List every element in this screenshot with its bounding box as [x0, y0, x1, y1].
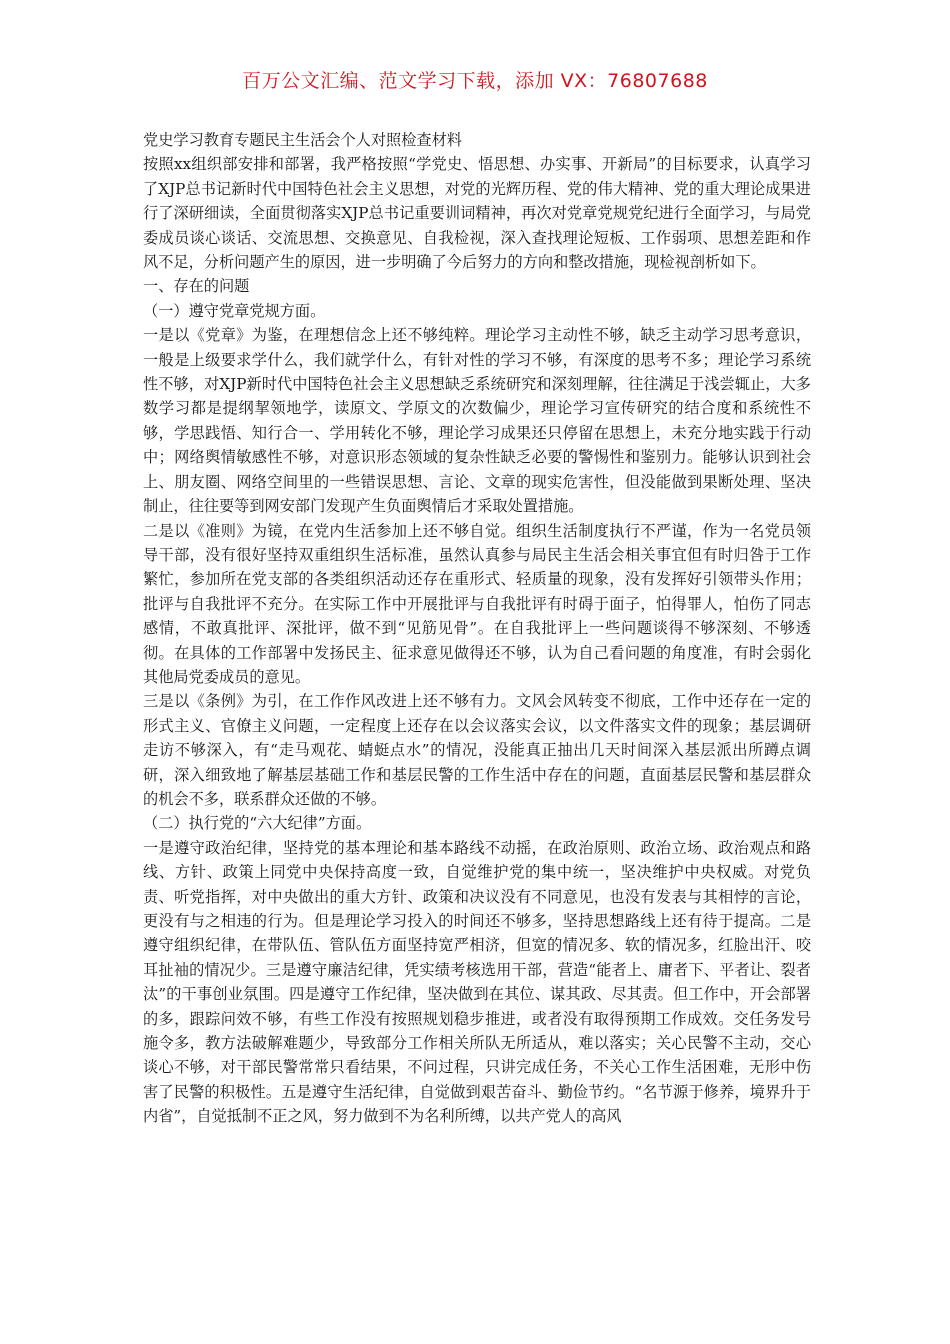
document-title: 党史学习教育专题民主生活会个人对照检查材料: [143, 131, 462, 149]
paragraph-item-1: 一是以《党章》为鉴，在理想信念上还不够纯粹。理论学习主动性不够，缺乏主动学习思考意识，一般是上级要求学什么，我们就学什么，有针对性的学习不够，有深度的思考不多；理论学习系统性不够，对XJP新时代中国特色社会主义思想缺乏系统研究和深刻理解，往往满足于浅尝辄止，大多数学习都是提纲挈领地学，读原文、学原文的次数偏少，理论学习宣传研究的结合度和系统性不够，学思践悟、知行合一、学用转化不够，理论学习成果还只停留在思想上，未充分地实践于行动中；网络舆情敏感性不够，对意识形态领域的复杂性缺乏必要的警惕性和鉴别力。能够认识到社会上、朋友圈、网络空间里的一些错误思想、言论、文章的现实危害性，但没能做到果断处理、坚决制止，往往要等到网安部门发现产生负面舆情后才采取处置措施。: [143, 326, 811, 516]
subsection-heading-party-constitution: （一）遵守党章党规方面。: [143, 301, 326, 320]
section-heading-problems: 一、存在的问题: [143, 277, 250, 296]
paragraph-intro: 按照xx组织部安排和部署，我严格按照“学党史、悟思想、办实事、开新局”的目标要求，认真学习了XJP总书记新时代中国特色社会主义思想，对党的光辉历程、党的伟大精神、党的重大理论成果进行了深研细读，全面贯彻落实XJP总书记重要训词精神，再次对党章党规党纪进行全面学习，与局党委成员谈心谈话、交流思想、交换意见、自我检视，深入查找理论短板、工作弱项、思想差距和作风不足，分析问题产生的原因，进一步明确了今后努力的方向和整改措施，现检视剖析如下。: [143, 155, 811, 272]
document-body: [143, 128, 811, 1129]
promo-banner: 百万公文汇编、范文学习下载，添加 VX：76807688: [242, 70, 708, 92]
paragraph-item-3: 三是以《条例》为引，在工作作风改进上还不够有力。文风会风转变不彻底，工作中还存在一定的形式主义、官僚主义问题，一定程度上还存在以会议落实会议，以文件落实文件的现象；基层调研走访不够深入，有“走马观花、蜻蜓点水”的情况，没能真正抽出几天时间深入基层派出所蹲点调研，深入细致地了解基层基础工作和基层民警的工作生活中存在的问题，直面基层民警和基层群众的机会不多，联系群众还做的不够。: [143, 692, 811, 808]
subsection-heading-six-disciplines: （二）执行党的“六大纪律”方面。: [143, 814, 372, 833]
paragraph-item-2: 二是以《准则》为镜，在党内生活参加上还不够自觉。组织生活制度执行不严谨，作为一名党员领导干部，没有很好坚持双重组织生活标准，虽然认真参与局民主生活会相关事宜但有时归咎于工作繁忙，参加所在党支部的各类组织活动还存在重形式、轻质量的现象，没有发挥好引领带头作用；批评与自我批评不充分。在实际工作中开展批评与自我批评有时碍于面子，怕得罪人，怕伤了同志感情，不敢真批评、深批评，做不到“见筋见骨”。在自我批评上一些问题谈得不够深刻、不够透彻。在具体的工作部署中发扬民主、征求意见做得还不够，认为自己看问题的角度准，有时会弱化其他局党委成员的意见。: [143, 521, 811, 686]
paragraph-disciplines: 一是遵守政治纪律，坚持党的基本理论和基本路线不动摇，在政治原则、政治立场、政治观点和路线、方针、政策上同党中央保持高度一致，自觉维护党的集中统一，坚决维护中央权威。对党负责、听党指挥，对中央做出的重大方针、政策和决议没有不同意见，也没有发表与其相悖的言论，更没有与之相违的行为。但是理论学习投入的时间还不够多，坚持思想路线上还有待于提高。二是遵守组织纪律，在带队伍、管队伍方面坚持宽严相济，但宽的情况多、软的情况多，红脸出汗、咬耳扯袖的情况少。三是遵守廉洁纪律，凭实绩考核选用干部，营造“能者上、庸者下、平者让、裂者汰”的干事创业氛围。四是遵守工作纪律，坚决做到在其位、谋其政、尽其责。但工作中，开会部署的多，跟踪问效不够，有些工作没有按照规划稳步推进，或者没有取得预期工作成效。交任务发号施令多，教方法破解难题少，导致部分工作相关所队无所适从，难以落实；关心民警不主动，交心谈心不够，对干部民警常常只看结果，不问过程，只讲完成任务，不关心工作生活困难，无形中伤害了民警的积极性。五是遵守生活纪律，自觉做到艰苦奋斗、勤俭节约。“名节源于修养，境界升于内省”，自觉抵制不正之风，努力做到不为名利所缚，以共产党人的高风: [143, 838, 811, 1126]
